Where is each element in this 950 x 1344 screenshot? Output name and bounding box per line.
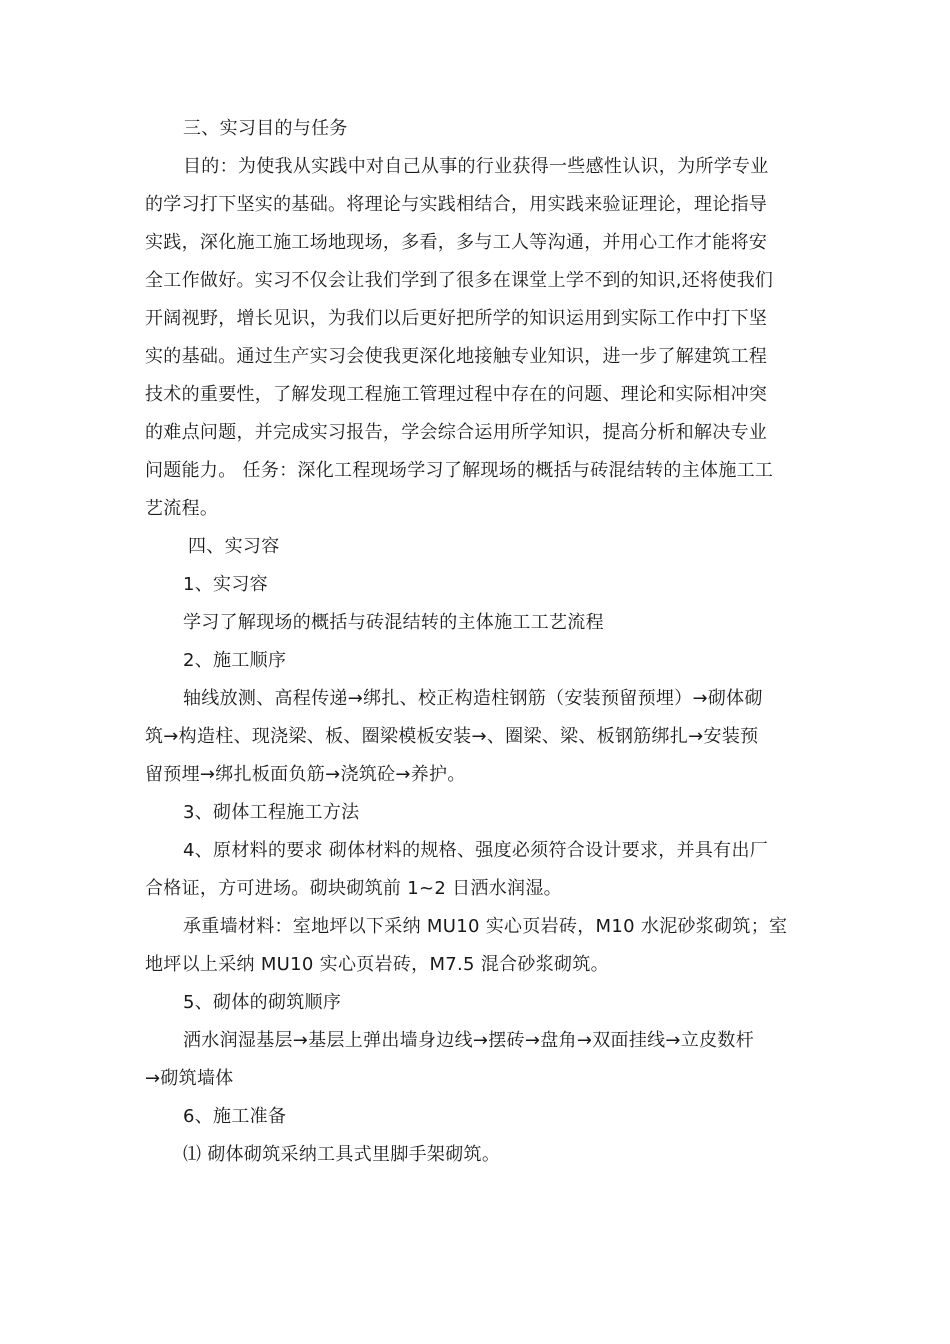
paragraph-line: 合格证，方可进场。砌块砌筑前 1~2 日洒水润湿。 <box>145 878 562 899</box>
section-heading-4: 四、实习容 <box>188 536 280 557</box>
paragraph-line: 目的：为使我从实践中对自己从事的行业获得一些感性认识，为所学专业 <box>183 156 769 177</box>
subsection-heading: 1、实习容 <box>183 574 268 595</box>
paragraph-line: 全工作做好。实习不仅会让我们学到了很多在课堂上学不到的知识,还将使我们 <box>145 270 774 291</box>
subsection-heading: 3、砌体工程施工方法 <box>183 802 360 823</box>
paragraph-line: 实践，深化施工施工场地现场，多看，多与工人等沟通，并用心工作才能将安 <box>145 232 768 253</box>
paragraph-line: 学习了解现场的概括与砖混结转的主体施工工艺流程 <box>183 612 604 633</box>
paragraph-line: 轴线放测、高程传递→绑扎、校正构造柱钢筋（安装预留预埋）→砌体砌 <box>183 688 763 709</box>
paragraph-line: 4、原材料的要求 砌体材料的规格、强度必须符合设计要求，并具有出厂 <box>183 840 769 861</box>
paragraph-line: 问题能力。 任务：深化工程现场学习了解现场的概括与砖混结转的主体施工工 <box>145 460 774 481</box>
subsection-heading: 2、施工顺序 <box>183 650 287 671</box>
paragraph-line: →砌筑墙体 <box>145 1068 234 1089</box>
paragraph-line: 的难点问题，并完成实习报告，学会综合运用所学知识，提高分析和解决专业 <box>145 422 768 443</box>
subsection-heading: 5、砌体的砌筑顺序 <box>183 992 342 1013</box>
paragraph-line: 承重墙材料：室地坪以下采纳 MU10 实心页岩砖，M10 水泥砂浆砌筑；室 <box>183 916 788 937</box>
paragraph-line: 开阔视野，增长见识，为我们以后更好把所学的知识运用到实际工作中打下坚 <box>145 308 768 329</box>
subsection-heading: 6、施工准备 <box>183 1106 287 1127</box>
paragraph-line: 实的基础。通过生产实习会使我更深化地接触专业知识，进一步了解建筑工程 <box>145 346 768 367</box>
paragraph-line: 洒水润湿基层→基层上弹出墙身边线→摆砖→盘角→双面挂线→立皮数杆 <box>183 1030 755 1051</box>
paragraph-line: 的学习打下坚实的基础。将理论与实践相结合，用实践来验证理论，理论指导 <box>145 194 768 215</box>
paragraph-line: 技术的重要性，了解发现工程施工管理过程中存在的问题、理论和实际相冲突 <box>145 384 768 405</box>
paragraph-line: 艺流程。 <box>145 498 219 519</box>
paragraph-line: 地坪以上采纳 MU10 实心页岩砖，M7.5 混合砂浆砌筑。 <box>145 954 609 975</box>
list-item: ⑴ 砌体砌筑采纳工具式里脚手架砌筑。 <box>183 1144 501 1165</box>
paragraph-line: 留预埋→绑扎板面负筋→浇筑砼→养护。 <box>145 764 466 785</box>
section-heading-3: 三、实习目的与任务 <box>183 118 348 139</box>
paragraph-line: 筑→构造柱、现浇梁、板、圈梁模板安装→、圈梁、梁、板钢筋绑扎→安装预 <box>145 726 759 747</box>
